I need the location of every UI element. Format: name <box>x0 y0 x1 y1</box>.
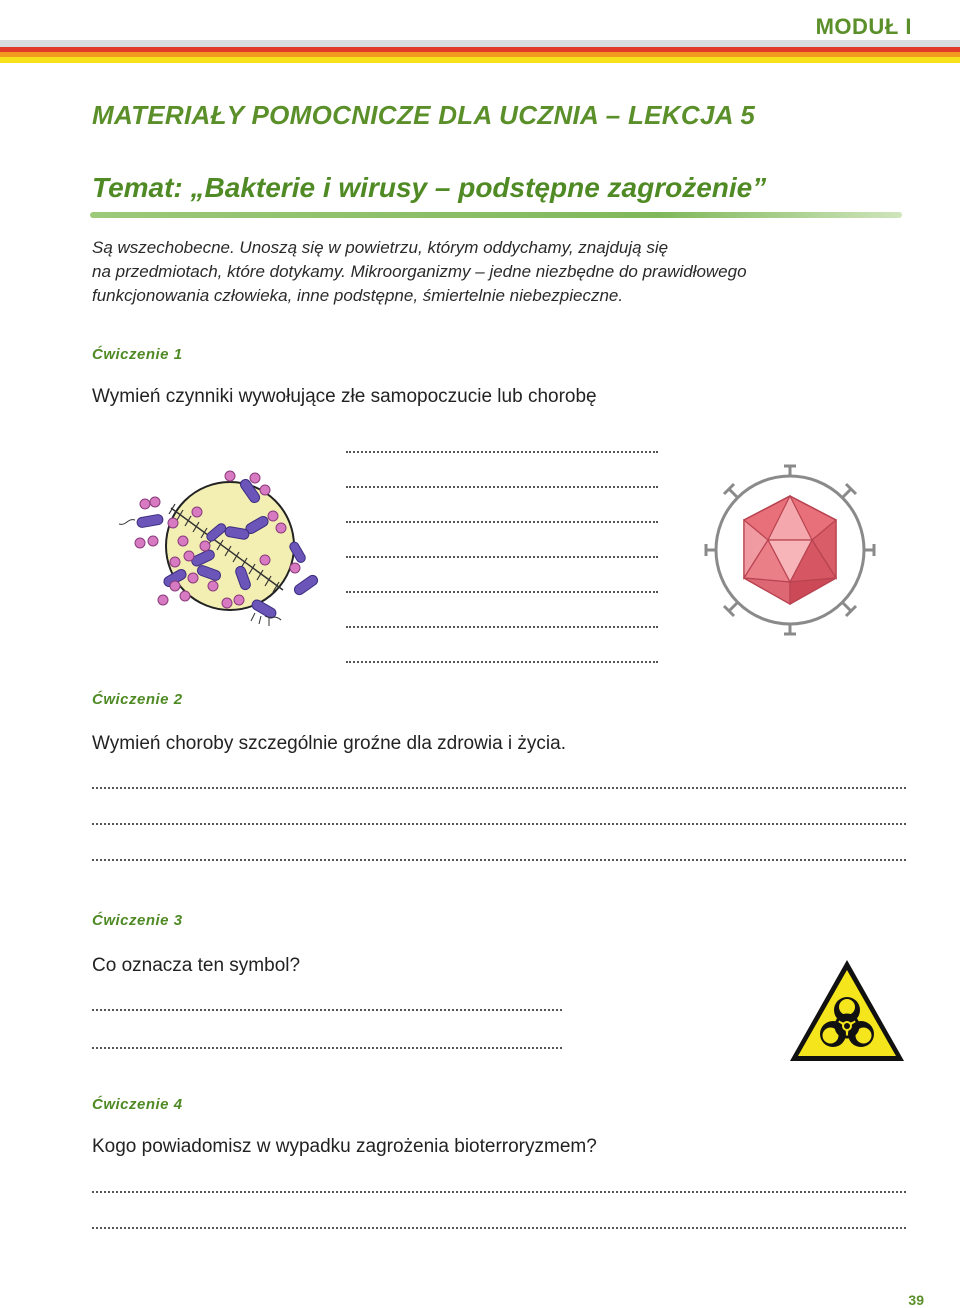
exercise-3-label: Ćwiczenie 3 <box>92 912 183 929</box>
topic-title: Temat: „Bakterie i wirusy – podstępne zagrożenie” <box>92 172 767 203</box>
intro-line-2: na przedmiotach, które dotykamy. Mikroorganizmy – jedne niezbędne do prawidłowego <box>92 262 747 281</box>
topic-underline <box>90 212 902 218</box>
answer-line[interactable] <box>346 520 658 523</box>
exercise-1-label: Ćwiczenie 1 <box>92 346 183 363</box>
answer-line[interactable] <box>346 485 658 488</box>
answer-line[interactable] <box>346 450 658 453</box>
page-title: MATERIAŁY POMOCNICZE DLA UCZNIA – LEKCJA 5 <box>92 100 756 130</box>
answer-line[interactable] <box>346 660 658 663</box>
answer-line[interactable] <box>92 1046 562 1049</box>
answer-line[interactable] <box>346 590 658 593</box>
header-stripe-gray <box>0 40 960 47</box>
answer-line[interactable] <box>92 822 906 825</box>
intro-line-3: funkcjonowania człowieka, inne podstępne, śmiertelnie niebezpieczne. <box>92 286 624 305</box>
exercise-4-label: Ćwiczenie 4 <box>92 1096 183 1113</box>
intro-line-1: Są wszechobecne. Unoszą się w powietrzu, którym oddychamy, znajdują się <box>92 238 669 257</box>
exercise-4-question: Kogo powiadomisz w wypadku zagrożenia bioterroryzmem? <box>92 1136 597 1157</box>
answer-line[interactable] <box>346 555 658 558</box>
answer-line[interactable] <box>92 1190 906 1193</box>
virus-illustration <box>700 460 880 640</box>
module-label: MODUŁ I <box>815 14 912 39</box>
header-stripe-yellow <box>0 57 960 63</box>
bacteria-illustration <box>105 468 330 638</box>
exercise-2-question: Wymień choroby szczególnie groźne dla zdrowia i życia. <box>92 733 566 754</box>
biohazard-warning-icon <box>786 956 908 1066</box>
exercise-1-question: Wymień czynniki wywołujące złe samopoczucie lub chorobę <box>92 386 597 407</box>
answer-line[interactable] <box>92 1226 906 1229</box>
exercise-3-question: Co oznacza ten symbol? <box>92 955 301 976</box>
answer-line[interactable] <box>346 625 658 628</box>
answer-line[interactable] <box>92 1008 562 1011</box>
answer-line[interactable] <box>92 786 906 789</box>
exercise-2-label: Ćwiczenie 2 <box>92 691 183 708</box>
page-number: 39 <box>908 1292 924 1308</box>
answer-line[interactable] <box>92 858 906 861</box>
